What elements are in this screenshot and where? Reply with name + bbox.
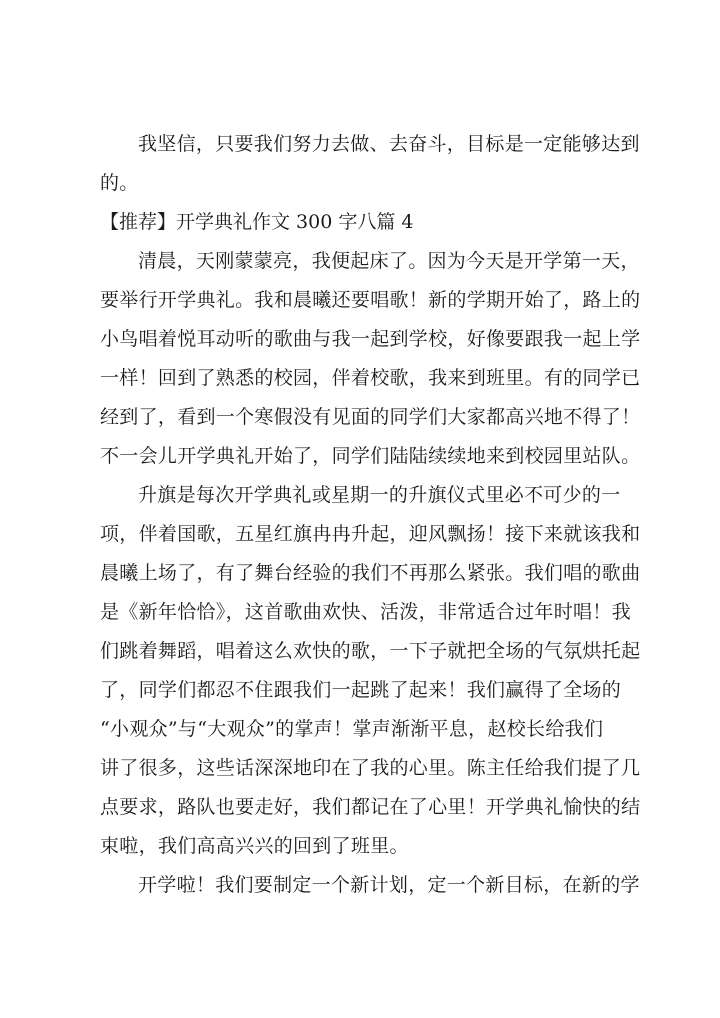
paragraph-line: 我坚信，只要我们努力去做、去奋斗，目标是一定能够达到 [138,133,640,155]
paragraph-line: 开学啦！我们要制定一个新计划，定一个新目标，在新的学 [138,874,640,896]
paragraph-line: 项，伴着国歌，五星红旗冉冉升起，迎风飘扬！接下来就该我和 [100,523,641,545]
paragraph-line: 的。 [100,172,139,194]
paragraph-line: 讲了很多，这些话深深地印在了我的心里。陈主任给我们提了几 [100,757,641,779]
paragraph-line: 小鸟唱着悦耳动听的歌曲与我一起到学校，好像要跟我一起上学 [100,328,641,350]
paragraph-line: 一样！回到了熟悉的校园，伴着校歌，我来到班里。有的同学已 [100,367,641,389]
paragraph-line: 束啦，我们高高兴兴的回到了班里。 [100,835,409,857]
section-heading: 【推荐】开学典礼作文 300 字八篇 4 [100,211,414,233]
paragraph-line: “小观众”与“大观众”的掌声！掌声渐渐平息，赵校长给我们 [100,718,604,740]
paragraph-line: 们跳着舞蹈，唱着这么欢快的歌，一下子就把全场的气氛烘托起 [100,640,641,662]
paragraph-line: 升旗是每次开学典礼或星期一的升旗仪式里必不可少的一 [138,484,621,506]
paragraph-line: 要举行开学典礼。我和晨曦还要唱歌！新的学期开始了，路上的 [100,289,641,311]
paragraph-line: 不一会儿开学典礼开始了，同学们陆陆续续地来到校园里站队。 [100,445,641,467]
paragraph-line: 是《新年恰恰》，这首歌曲欢快、活泼，非常适合过年时唱！我 [100,601,631,623]
paragraph-line: 清晨，天刚蒙蒙亮，我便起床了。因为今天是开学第一天， [138,250,640,272]
paragraph-line: 点要求，路队也要走好，我们都记在了心里！开学典礼愉快的结 [100,796,641,818]
paragraph-line: 晨曦上场了，有了舞台经验的我们不再那么紧张。我们唱的歌曲 [100,562,641,584]
paragraph-line: 经到了，看到一个寒假没有见面的同学们大家都高兴地不得了！ [100,406,641,428]
paragraph-line: 了，同学们都忍不住跟我们一起跳了起来！我们赢得了全场的 [100,679,622,701]
